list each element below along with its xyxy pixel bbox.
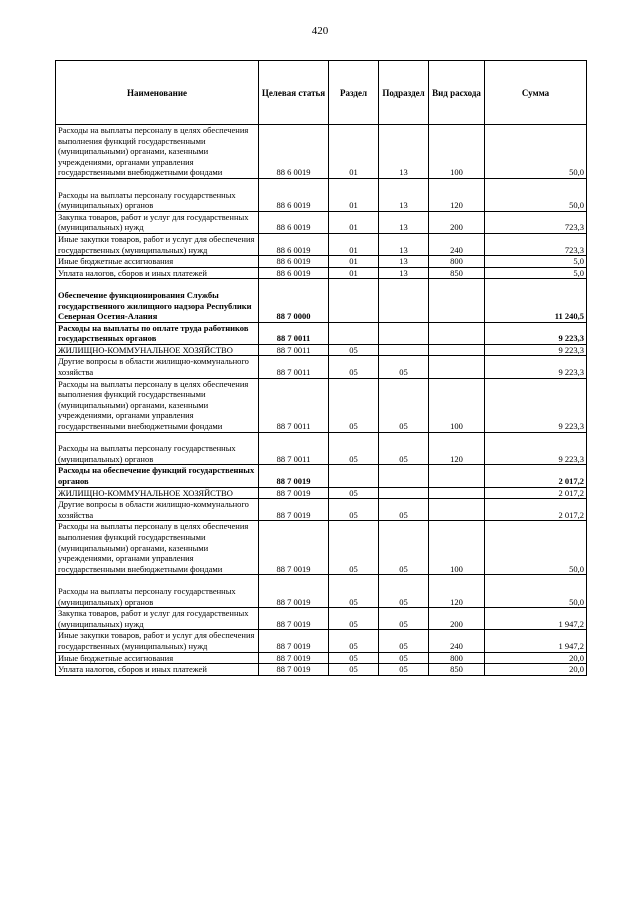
cell-name: Уплата налогов, сборов и иных платежей — [56, 664, 259, 676]
cell-name-text: Расходы на выплаты персоналу государственных (муниципальных) органов — [58, 189, 236, 211]
cell-amount: 1 947,2 — [485, 630, 587, 652]
cell-subsection: 05 — [379, 432, 429, 465]
cell-name: Уплата налогов, сборов и иных платежей — [56, 267, 259, 279]
cell-section: 05 — [329, 664, 379, 676]
table-row — [56, 664, 587, 676]
table-row — [56, 652, 587, 664]
cell-subsection: 05 — [379, 664, 429, 676]
cell-target-article: 88 7 0019 — [259, 521, 329, 575]
cell-expense-type: 800 — [429, 256, 485, 268]
cell-target-article: 88 6 0019 — [259, 125, 329, 179]
cell-name — [56, 575, 259, 608]
cell-section — [329, 279, 379, 322]
table-header-row — [56, 61, 587, 125]
cell-name: Закупка товаров, работ и услуг для государственных (муниципальных) нужд — [56, 211, 259, 233]
cell-expense-type: 850 — [429, 664, 485, 676]
table-row — [56, 487, 587, 499]
cell-target-article: 88 7 0019 — [259, 487, 329, 499]
cell-target-article: 88 7 0011 — [259, 322, 329, 344]
cell-name-text: Обеспечение функционирования Службы государственного жилищного надзора Республики Северная Осетия-Алания — [58, 289, 252, 322]
cell-section: 01 — [329, 256, 379, 268]
cell-section — [329, 322, 379, 344]
cell-expense-type: 800 — [429, 652, 485, 664]
table-row — [56, 378, 587, 432]
cell-expense-type — [429, 487, 485, 499]
cell-expense-type: 120 — [429, 432, 485, 465]
table-row — [56, 344, 587, 356]
cell-subsection: 05 — [379, 652, 429, 664]
table-row — [56, 465, 587, 487]
header-subsection: Подраздел — [379, 61, 429, 125]
cell-amount: 723,3 — [485, 211, 587, 233]
cell-target-article: 88 7 0019 — [259, 630, 329, 652]
cell-name: Расходы на выплаты персоналу в целях обеспечения выполнения функций государственными (муниципальными) органами, казенными учреждениями, органами управления государственными внебюджетными фондами — [56, 521, 259, 575]
cell-subsection: 13 — [379, 233, 429, 255]
cell-name: Закупка товаров, работ и услуг для государственных (муниципальных) нужд — [56, 608, 259, 630]
cell-target-article: 88 7 0019 — [259, 499, 329, 521]
cell-expense-type: 240 — [429, 630, 485, 652]
cell-expense-type: 100 — [429, 521, 485, 575]
cell-amount: 9 223,3 — [485, 322, 587, 344]
table-row — [56, 499, 587, 521]
cell-target-article: 88 7 0011 — [259, 378, 329, 432]
cell-subsection — [379, 322, 429, 344]
cell-name — [56, 178, 259, 211]
table-row — [56, 356, 587, 378]
cell-amount: 9 223,3 — [485, 344, 587, 356]
cell-name: Другие вопросы в области жилищно-коммунального хозяйства — [56, 356, 259, 378]
cell-subsection: 05 — [379, 378, 429, 432]
budget-table — [55, 60, 587, 676]
cell-subsection: 13 — [379, 178, 429, 211]
cell-section: 01 — [329, 233, 379, 255]
cell-amount: 9 223,3 — [485, 378, 587, 432]
cell-expense-type: 850 — [429, 267, 485, 279]
cell-section: 05 — [329, 487, 379, 499]
table-row — [56, 256, 587, 268]
cell-target-article: 88 7 0000 — [259, 279, 329, 322]
cell-amount: 2 017,2 — [485, 487, 587, 499]
cell-subsection: 13 — [379, 256, 429, 268]
cell-target-article: 88 6 0019 — [259, 211, 329, 233]
table-row — [56, 432, 587, 465]
cell-section: 05 — [329, 378, 379, 432]
table-row — [56, 630, 587, 652]
cell-name: Иные бюджетные ассигнования — [56, 652, 259, 664]
cell-expense-type — [429, 465, 485, 487]
cell-amount: 50,0 — [485, 178, 587, 211]
table-row — [56, 125, 587, 179]
cell-name: Другие вопросы в области жилищно-коммунального хозяйства — [56, 499, 259, 521]
cell-name — [56, 432, 259, 465]
cell-target-article: 88 6 0019 — [259, 267, 329, 279]
header-amount: Сумма — [485, 61, 587, 125]
cell-amount: 5,0 — [485, 267, 587, 279]
cell-amount: 1 947,2 — [485, 608, 587, 630]
cell-subsection: 05 — [379, 575, 429, 608]
header-target-article: Целевая статья — [259, 61, 329, 125]
cell-name: Расходы на выплаты по оплате труда работников государственных органов — [56, 322, 259, 344]
cell-target-article: 88 7 0019 — [259, 575, 329, 608]
cell-target-article: 88 7 0011 — [259, 432, 329, 465]
table-row — [56, 178, 587, 211]
cell-amount: 50,0 — [485, 575, 587, 608]
cell-name — [56, 279, 259, 322]
cell-subsection — [379, 487, 429, 499]
cell-name-text: Расходы на выплаты персоналу государственных (муниципальных) органов — [58, 443, 236, 464]
cell-amount: 2 017,2 — [485, 465, 587, 487]
cell-section: 01 — [329, 178, 379, 211]
cell-expense-type: 200 — [429, 211, 485, 233]
cell-name: ЖИЛИЩНО-КОММУНАЛЬНОЕ ХОЗЯЙСТВО — [56, 344, 259, 356]
cell-name: Расходы на обеспечение функций государственных органов — [56, 465, 259, 487]
cell-subsection — [379, 465, 429, 487]
cell-section: 05 — [329, 630, 379, 652]
table-row — [56, 267, 587, 279]
cell-amount: 9 223,3 — [485, 356, 587, 378]
cell-section: 05 — [329, 344, 379, 356]
cell-amount: 5,0 — [485, 256, 587, 268]
cell-name: Иные бюджетные ассигнования — [56, 256, 259, 268]
cell-target-article: 88 7 0019 — [259, 652, 329, 664]
header-name: Наименование — [56, 61, 259, 125]
cell-expense-type: 240 — [429, 233, 485, 255]
cell-subsection: 13 — [379, 211, 429, 233]
cell-name: ЖИЛИЩНО-КОММУНАЛЬНОЕ ХОЗЯЙСТВО — [56, 487, 259, 499]
header-section: Раздел — [329, 61, 379, 125]
table-row — [56, 211, 587, 233]
cell-expense-type: 120 — [429, 178, 485, 211]
cell-target-article: 88 6 0019 — [259, 233, 329, 255]
cell-amount: 9 223,3 — [485, 432, 587, 465]
cell-section: 01 — [329, 211, 379, 233]
cell-expense-type: 200 — [429, 608, 485, 630]
cell-target-article: 88 7 0019 — [259, 465, 329, 487]
cell-expense-type: 100 — [429, 125, 485, 179]
cell-expense-type: 120 — [429, 575, 485, 608]
cell-amount: 20,0 — [485, 652, 587, 664]
cell-expense-type — [429, 322, 485, 344]
cell-expense-type — [429, 356, 485, 378]
cell-expense-type: 100 — [429, 378, 485, 432]
table-row — [56, 521, 587, 575]
cell-amount: 50,0 — [485, 521, 587, 575]
cell-subsection: 05 — [379, 499, 429, 521]
cell-amount: 20,0 — [485, 664, 587, 676]
cell-section: 05 — [329, 575, 379, 608]
table-row — [56, 608, 587, 630]
cell-target-article: 88 7 0011 — [259, 344, 329, 356]
cell-section: 05 — [329, 608, 379, 630]
cell-amount: 11 240,5 — [485, 279, 587, 322]
cell-section: 01 — [329, 125, 379, 179]
cell-expense-type — [429, 499, 485, 521]
cell-expense-type — [429, 344, 485, 356]
cell-section: 01 — [329, 267, 379, 279]
table-row — [56, 233, 587, 255]
cell-target-article: 88 7 0019 — [259, 608, 329, 630]
cell-section — [329, 465, 379, 487]
cell-section: 05 — [329, 356, 379, 378]
cell-target-article: 88 7 0019 — [259, 664, 329, 676]
cell-subsection — [379, 344, 429, 356]
cell-section: 05 — [329, 499, 379, 521]
cell-name: Иные закупки товаров, работ и услуг для обеспечения государственных (муниципальных) нужд — [56, 233, 259, 255]
cell-target-article: 88 6 0019 — [259, 178, 329, 211]
cell-subsection — [379, 279, 429, 322]
page-number: 420 — [311, 25, 329, 37]
cell-amount: 723,3 — [485, 233, 587, 255]
cell-section: 05 — [329, 521, 379, 575]
table-row — [56, 322, 587, 344]
cell-name: Расходы на выплаты персоналу в целях обеспечения выполнения функций государственными (муниципальными) органами, казенными учреждениями, органами управления государственными внебюджетными фондами — [56, 125, 259, 179]
cell-expense-type — [429, 279, 485, 322]
cell-target-article: 88 6 0019 — [259, 256, 329, 268]
cell-name: Иные закупки товаров, работ и услуг для обеспечения государственных (муниципальных) нужд — [56, 630, 259, 652]
cell-name-text: Расходы на выплаты персоналу государственных (муниципальных) органов — [58, 585, 236, 607]
cell-subsection: 05 — [379, 521, 429, 575]
cell-subsection: 13 — [379, 125, 429, 179]
cell-subsection: 13 — [379, 267, 429, 279]
table-row — [56, 575, 587, 608]
cell-subsection: 05 — [379, 608, 429, 630]
cell-subsection: 05 — [379, 356, 429, 378]
cell-subsection: 05 — [379, 630, 429, 652]
cell-section: 05 — [329, 652, 379, 664]
cell-amount: 50,0 — [485, 125, 587, 179]
cell-amount: 2 017,2 — [485, 499, 587, 521]
cell-section: 05 — [329, 432, 379, 465]
table-row — [56, 279, 587, 322]
header-expense-type: Вид расхода — [429, 61, 485, 125]
cell-target-article: 88 7 0011 — [259, 356, 329, 378]
cell-name: Расходы на выплаты персоналу в целях обеспечения выполнения функций государственными (муниципальными) органами, казенными учреждениями, органами управления государственными внебюджетными фондами — [56, 378, 259, 432]
